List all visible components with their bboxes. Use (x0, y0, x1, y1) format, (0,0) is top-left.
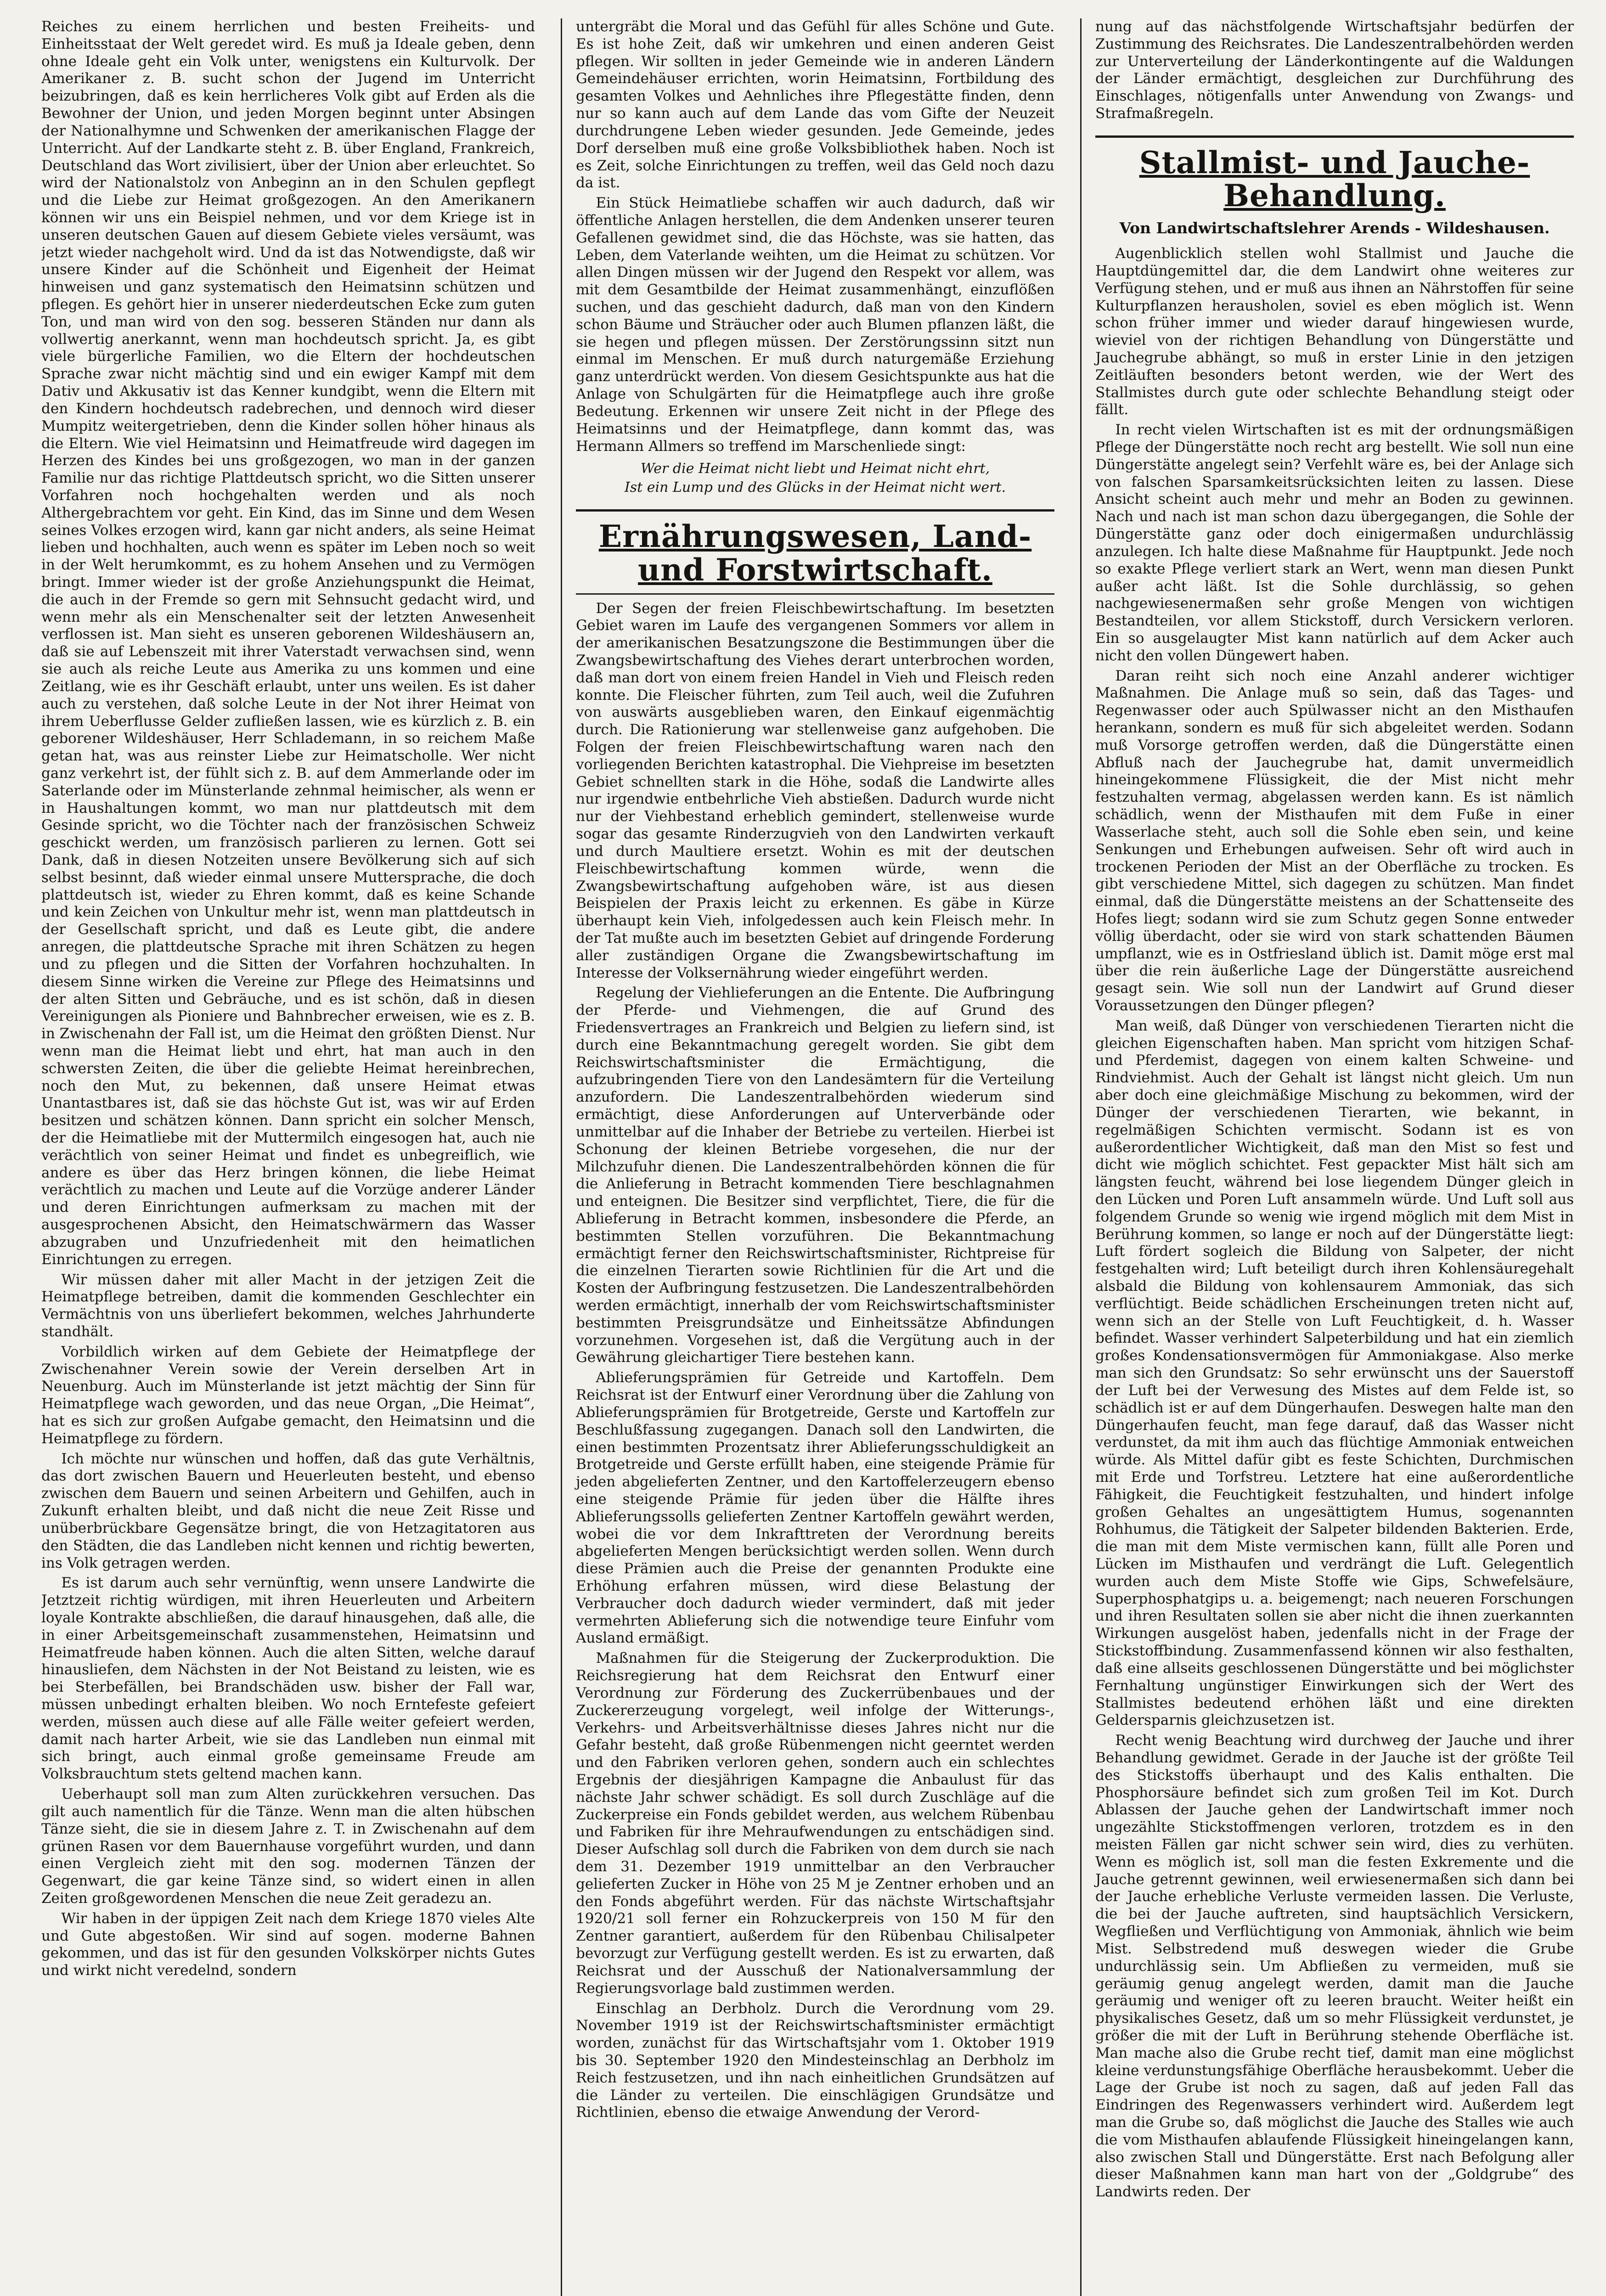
article-paragraph: Augenblicklich stellen wohl Stallmist und Jauche die Hauptdüngemittel dar, die dem Landwirt ohne weiteres zur Verfügung stehen, und er muß aus ihnen an Nährstoffen für seine Kulturpflanzen herausholen, soviel es eben möglich ist. Wenn schon früher immer und wieder darauf hingewiesen wurde, wieviel von der richtigen Behandlung von Düngerstätte und Jauchegrube abhängt, so muß in erster Linie in den jetzigen Zeitläuften besonders betont werden, wie der Wert des Stallmistes durch gute oder schlechte Behandlung steigt oder fällt. (1095, 245, 1574, 418)
column-2 (561, 18, 1054, 2296)
article-paragraph: Ueberhaupt soll man zum Alten zurückkehren versuchen. Das gilt auch namentlich für die Tänze. Wenn man die alten hübschen Tänze sieht, die sie in diesem Jahre z. T. in Zwischenahn auf dem grünen Rasen vor dem Bauernhause vorgeführt wurden, und dann einen Vergleich zieht mit den sog. modernen Tänzen der Gegenwart, die gar keine Tänze sind, so widert einen in allen Zeiten großgewordenen Menschen die neue Zeit geradezu an. (41, 1786, 535, 1907)
section-divider (576, 509, 1054, 512)
article-paragraph: Der Segen der freien Fleischbewirtschaftung. Im besetzten Gebiet waren im Laufe des vergangenen Sommers vor allem in der amerikanischen Besatzungszone die Bestimmungen über die Zwangsbewirtschaftung des Viehes derart unterbrochen worden, daß man dort von einem freien Handel in Vieh und Fleisch reden konnte. Die Fleischer führten, zum Teil auch, weil die Zufuhren von auswärts ausgeblieben waren, den Einkauf eigenmächtig durch. Die Rationierung war stellenweise ganz aufgehoben. Die Folgen der freien Fleischbewirtschaftung waren nach den vorliegenden Berichten katastrophal. Die Viehpreise im besetzten Gebiet schnellten stark in die Höhe, sodaß die Landwirte alles nur irgendwie entbehrliche Vieh abstießen. Dadurch wurde nicht nur der Viehbestand erheblich gemindert, stellenweise wurde sogar das gesamte Rinderzugvieh von den Landwirten verkauft und durch Maultiere ersetzt. Wohin es mit der deutschen Fleischbewirtschaftung kommen würde, wenn die Zwangsbewirtschaftung aufgehoben wäre, ist aus diesen Beispielen der Praxis leicht zu erkennen. Es gäbe in Kürze überhaupt kein Vieh, infolgedessen auch kein Fleisch mehr. In der Tat mußte auch im besetzten Gebiet auf dringende Forderung aller zuständigen Organe die Zwangsbewirtschaftung im Interesse der Volksernährung wieder eingeführt werden. (576, 600, 1054, 981)
article-paragraph: Einschlag an Derbholz. Durch die Verordnung vom 29. November 1919 ist der Reichswirtschaftsminister ermächtigt worden, zunächst für das Wirtschaftsjahr vom 1. Oktober 1919 bis 30. September 1920 den Mindesteinschlag an Derbholz im Reich festzusetzen, und ihn nach einheitlichen Grundsätzen auf die Länder zu verteilen. Die einschlägigen Grundsätze und Richtlinien, ebenso die etwaige Anwendung der Verord- (576, 2000, 1054, 2121)
headline-rule (576, 593, 1054, 595)
article-byline: Von Landwirtschaftslehrer Arends - Wildeshausen. (1119, 219, 1550, 237)
heimat-article-continued (576, 18, 1054, 455)
manure-article (1095, 245, 1574, 2201)
article-paragraph: Regelung der Viehlieferungen an die Entente. Die Aufbringung der Pferde- und Viehmengen, die auf Grund des Friedensvertrages an Frankreich und Belgien zu liefern sind, ist durch eine Bekanntmachung geregelt worden. Sie gibt dem Reichswirtschaftsminister die Ermächtigung, die aufzubringenden Tiere von den Landesämtern für die Verteilung anzufordern. Die Landeszentralbehörden wiederum sind ermächtigt, diese Anforderungen auf Unterverbände oder unmittelbar auf die Inhaber der Betriebe zu verteilen. Hierbei ist Schonung der kleinen Betriebe vorgesehen, die nur der Milchzufuhr dienen. Die Landeszentralbehörden können die für die Anlieferung in Betracht kommenden Tiere beschlagnahmen und enteignen. Die Besitzer sind verpflichtet, Tiere, die für die Ablieferung in Betracht kommen, insbesondere die Pferde, an bestimmten Stellen vorzuführen. Die Bekanntmachung ermächtigt ferner den Reichswirtschaftsminister, Richtpreise für die einzelnen Tierarten sowie Richtlinien für die Art und die Kosten der Aufbringung festzusetzen. Die Landeszentralbehörden werden ermächtigt, innerhalb der vom Reichswirtschaftsminister bestimmten Preisgrundsätze und Einheitssätze Abfindungen vorzunehmen. Vorgesehen ist, daß die Vergütung auch in der Gewährung gleichartiger Tiere bestehen kann. (576, 985, 1054, 1366)
section-divider (1095, 135, 1574, 138)
article-paragraph: Daran reiht sich noch eine Anzahl anderer wichtiger Maßnahmen. Die Anlage muß so sein, daß das Tages- und Regenwasser oder auch Spülwasser nicht an den Misthaufen herankann, sondern es muß für sich abgeleitet werden. Sodann muß Vorsorge getroffen werden, daß die Düngerstätte einen Abfluß nach der Jauchegrube hat, damit unvermeidlich hineingekommene Flüssigkeit, die der Mist nicht mehr festzuhalten vermag, abgelassen werden kann. Es ist nämlich schädlich, wenn der Misthaufen mit dem Fuße in einer Wasserlache steht, auch soll die Sohle eben sein, und keine Senkungen und Erhebungen aufweisen. Sehr oft wird auch in trockenen Perioden der Mist an der Oberfläche zu trocken. Es gibt verschiedene Mittel, sich dagegen zu schützen. Man findet einmal, daß die Düngerstätte meistens an der Schattenseite des Hofes liegt; sodann wird sie zum Schutz gegen Sonne entweder völlig überdacht, oder sie wird von stark schattenden Bäumen umpflanzt, wie es in Ostfriesland üblich ist. Damit möge erst mal über die rein äußerliche Lage der Düngerstätte ausreichend gesagt sein. Wie soll nun der Landwirt auf Grund dieser Voraussetzungen den Dünger pflegen? (1095, 667, 1574, 1014)
article-paragraph: Ein Stück Heimatliebe schaffen wir auch dadurch, daß wir öffentliche Anlagen herstellen, die dem Andenken unserer teuren Gefallenen gewidmet sind, die das Höchste, was sie hatten, das Leben, dem Vaterlande weihten, um die Heimat zu schützen. Vor allen Dingen müssen wir der Jugend den Respekt vor allem, was mit dem Gesamtbilde der Heimat zusammenhängt, einzuflößen suchen, und das geschieht dadurch, daß man von den Kindern schon Bäume und Sträucher oder auch Blumen pflanzen läßt, die sie hegen und pflegen müssen. Der Zerstörungssinn sitzt nun einmal im Menschen. Er muß durch naturgemäße Erziehung ganz unterdrückt werden. Von diesem Gesichtspunkte aus hat die Anlage von Schulgärten für die Heimatpflege auch ihre große Bedeutung. Erkennen wir unsere Zeit nicht in der Pflege des Heimatsinns und der Heimatpflege, dann kommt das, was Hermann Allmers so treffend im Marschenliede singt: (576, 195, 1054, 455)
article-paragraph: nung auf das nächstfolgende Wirtschaftsjahr bedürfen der Zustimmung des Reichsrates. Die Landeszentralbehörden werden zur Unterverteilung der Länderkontingente auf die Waldungen der Länder ermächtigt, desgleichen zur Durchführung des Einschlages, nötigenfalls unter Anwendung von Zwangs- und Strafmaßregeln. (1095, 18, 1574, 122)
article-paragraph: Vorbildlich wirken auf dem Gebiete der Heimatpflege der Zwischenahner Verein sowie der Verein derselben Art in Neuenburg. Auch im Münsterlande ist jetzt mächtig der Sinn für Heimatpflege wach geworden, und das neue Organ, „Die Heimat“, hat es sich zur großen Aufgabe gemacht, den Heimatsinn und die Heimatpflege zu fördern. (41, 1343, 535, 1447)
forestry-article-continued (1095, 18, 1574, 123)
article-paragraph: In recht vielen Wirtschaften ist es mit der ordnungsmäßigen Pflege der Düngerstätte noch recht arg bestellt. Wie soll nun eine Düngerstätte angelegt sein? Verfehlt wäre es, bei der Anlage sich von falschen Sparsamkeitsrücksichten leiten zu lassen. Diese Ansicht scheint auch mehr und mehr an Boden zu gewinnen. Nach und nach ist man schon dazu übergegangen, die Sohle der Düngerstätte ganz oder doch einigermaßen undurchlässig anzulegen. Ich halte diese Maßnahme für Hauptpunkt. Jede noch so exakte Pflege verliert stark an Wert, wenn man diesen Punkt außer acht läßt. Ist die Sohle durchlässig, so gehen nachgewiesenermaßen sehr große Mengen von wichtigen Bestandteilen, vor allem Stickstoff, durch Versickern verloren. Ein so ausgelaugter Mist kann natürlich auf dem Acker auch nicht den vollen Düngewert haben. (1095, 422, 1574, 664)
poem-line: Wer die Heimat nicht liebt und Heimat nicht ehrt, (640, 461, 990, 477)
article-paragraph: Ablieferungsprämien für Getreide und Kartoffeln. Dem Reichsrat ist der Entwurf einer Verordnung über die Zahlung von Ablieferungsprämien für Brotgetreide, Gerste und Kartoffeln zur Beschlußfassung zugegangen. Danach soll den Landwirten, die einen bestimmten Prozentsatz ihrer Ablieferungsschuldigkeit an Brotgetreide und Gerste erfüllt haben, eine steigende Prämie für jeden abgelieferten Zentner, und den Kartoffelerzeugern ebenso eine steigende Prämie für jeden über die Hälfte ihres Ablieferungssolls gelieferten Zentner Kartoffeln gewährt werden, wobei die vor dem Inkrafttreten der Verordnung bereits abgelieferten Mengen berücksichtigt werden sollen. Wenn durch diese Prämien auch die Preise der genannten Produkte eine Erhöhung erfahren müssen, wird diese Belastung der Verbraucher doch dadurch wieder vermindert, daß mit jeder vermehrten Ablieferung sich die notwendige teure Einfuhr vom Ausland ermäßigt. (576, 1369, 1054, 1647)
article-headline: Stallmist- und Jauche-Behandlung. (1139, 144, 1530, 214)
poem-quote (576, 460, 1054, 496)
column-1 (41, 18, 535, 2296)
columns (41, 18, 1574, 2296)
article-paragraph: Wir müssen daher mit aller Macht in der jetzigen Zeit die Heimatpflege betreiben, damit die kommenden Geschlechter ein Vermächtnis von uns überliefert bekommen, welches Jahrhunderte standhält. (41, 1271, 535, 1340)
poem-line: Ist ein Lump und des Glücks in der Heimat nicht wert. (624, 479, 1006, 496)
article-paragraph: Reiches zu einem herrlichen und besten Freiheits- und Einheitsstaat der Welt geredet wird. Es muß ja Ideale geben, denn ohne Ideale geht ein Volk unter, wenigstens ein Kulturvolk. Der Amerikaner z. B. sucht schon der Jugend im Unterricht beizubringen, daß es kein herrlicheres Volk gibt auf Erden als die Bewohner der Union, und jeden Morgen beginnt unter Absingen der Nationalhymne und Schwenken der amerikanischen Flagge der Unterricht. Auf der Landkarte steht z. B. über England, Frankreich, Deutschland das Wort zivilisiert, über der Union aber erleuchtet. So wird der Nationalstolz von Anbeginn an in den Schulen gepflegt und die Liebe zur Heimat großgezogen. An den Amerikanern können wir uns ein Beispiel nehmen, und vor dem Kriege ist in unseren deutschen Gauen auf diesem Gebiete vieles versäumt, was jetzt wieder nachgeholt wird. Und da ist das Notwendigste, daß wir unsere Kinder auf die Schönheit und Eigenheit der Heimat hinweisen und ganz systematisch den Heimatsinn schützen und pflegen. Es gehört hier in unserer niederdeutschen Ecke zum guten Ton, und man wird von den sog. besseren Ständen nur dann als vollwertig anerkannt, wenn man hochdeutsch spricht. Ja, es gibt viele bürgerliche Familien, wo die Eltern der hochdeutschen Sprache zwar nicht mächtig sind und ein ewiger Kampf mit dem Dativ und Akkusativ ist das Kenner kundgibt, wenn die Eltern mit den Kindern hochdeutsch radebrechen, und dennoch wird dieser Mumpitz weitergetrieben, denn die Kinder sollen höher hinaus als die Eltern. Wie viel Heimatsinn und Heimatfreude wird dagegen im Herzen des Kindes bei uns großgezogen, wo man in der ganzen Familie nur das richtige Plattdeutsch spricht, wo die Sitten unserer Vorfahren noch hochgehalten werden und als noch Althergebrachtem vor geht. Ein Kind, das im Sinne und dem Wesen seines Volkes erzogen wird, kann gar nicht anders, als seine Heimat lieben und hochhalten, auch wenn es später im Leben noch so weit in der Welt herumkommt, es zu hohem Ansehen und zu Vermögen bringt. Immer wieder ist der große Anziehungspunkt die Heimat, die auch in der Fremde so gern mit Sehnsucht gedacht wird, und wenn mehr als ein Menschenalter seit der letzten Anwesenheit verflossen ist. Man sieht es unseren geborenen Wildeshäusern an, daß sie auf Lebenszeit mit ihrer Vaterstadt verwachsen sind, wenn sie auch als reiche Leute aus Amerika zu uns kommen und eine Zeitlang, wie es ihr Geschäft erlaubt, unter uns weilen. Es ist daher auch zu verstehen, daß solche Leute in der Not ihrer Heimat von ihrem Ueberflusse Gelder zufließen lassen, wie es kürzlich z. B. ein geborener Wildeshäuser, Herr Schlademann, in so reichem Maße getan hat, was aus reinster Liebe zur Heimatscholle. Wer nicht ganz verkehrt ist, der fühlt sich z. B. auf dem Ammerlande oder im Saterlande oder im Münsterlande zehnmal heimischer, als wenn er in Haushaltungen kommt, wo man nur plattdeutsch mit dem Gesinde spricht, wo die Töchter nach der französischen Schweiz geschickt werden, um französisch parlieren zu lernen. Gott sei Dank, daß in diesen Notzeiten unsere Bevölkerung sich auf sich selbst besinnt, daß wieder einmal unsere Muttersprache, die doch plattdeutsch ist, wieder zu Ehren kommt, daß es keine Schande und kein Zeichen von Unkultur mehr ist, wenn man plattdeutsch in der Gesellschaft spricht, und daß es Leute gibt, die andere anregen, die plattdeutsche Sprache mit ihren Schätzen zu hegen und zu pflegen und die Sitten der Vorfahren hochzuhalten. In diesem Sinne wirken die Vereine zur Pflege des Heimatsinns und der alten Sitten und Gebräuche, und es ist schön, daß in diesen Vereinigungen als Pioniere und Bahnbrecher erweisen, wie es z. B. in Zwischenahn der Fall ist, um die Heimat den größten Dienst. Nur wenn man die Heimat liebt und ehrt, hat man auch in den schwersten Zeiten, die über die geliebte Heimat hereinbrechen, noch den Mut, zu bekennen, daß unsere Heimat etwas Unantastbares ist, daß sie das höchste Gut ist, was wir auf Erden besitzen und schätzen können. Dann spricht ein solcher Mensch, der die Heimatliebe mit der Muttermilch eingesogen hat, auch nie verächtlich von seiner Heimat und findet es unbegreiflich, wie andere es über das Herz bringen können, die liebe Heimat verächtlich zu machen und Leute auf die Vorzüge anderer Länder und deren Einrichtungen aufmerksam zu machen mit der ausgesprochenen Absicht, den Heimatschwärmern das Wasser abzugraben und Unzufriedenheit mit den heimatlichen Einrichtungen zu erregen. (41, 18, 535, 1268)
article-paragraph: Man weiß, daß Dünger von verschiedenen Tierarten nicht die gleichen Eigenschaften haben. Man spricht vom hitzigen Schaf- und Pferdemist, dagegen von einem kalten Schweine- und Rindviehmist. Auch der Gehalt ist längst nicht gleich. Um nun aber doch eine gleichmäßige Mischung zu bekommen, wird der Dünger der verschiedenen Tierarten, wie bekannt, in regelmäßigen Schichten vermischt. Sodann ist es von außerordentlicher Wichtigkeit, daß man den Mist so fest und dicht wie möglich schichtet. Fest gepackter Mist hält sich am längsten feucht, während bei lose liegendem Dünger gleich in den Lücken und Poren Luft ansammeln würde. Und Luft soll aus folgendem Grunde so wenig wie irgend möglich mit dem Mist in Berührung kommen, so lange er noch auf der Düngerstätte liegt: Luft fördert sogleich die Bildung von Salpeter, der nicht festgehalten wird; Luft beteiligt durch ihren Kohlensäuregehalt alsbald die Bildung von kohlensaurem Ammoniak, das sich verflüchtigt. Beide schädlichen Erscheinungen treten nicht auf, wenn sich an der Stelle von Luft Feuchtigkeit, d. h. Wasser befindet. Wasser verhindert Salpeterbildung und hat ein ziemlich großes Kondensationsvermögen für Ammoniakgase. Also merke man sich den Grundsatz: So sehr erwünscht uns der Sauerstoff der Luft bei der Verwesung des Mistes auf dem Felde ist, so schädlich ist er auf dem Düngerhaufen. Deswegen halte man den Düngerhaufen feucht, man fege darauf, daß das Wasser nicht verdunstet, da mit ihm auch das flüchtige Ammoniak entweichen würde. Als Mittel dafür gibt es feste Schichten, Durchmischen mit Erde und Torfstreu. Letztere hat eine außerordentliche Fähigkeit, die Feuchtigkeit festzuhalten, und hindert infolge großen Gehaltes an ungesättigtem Humus, sogenannten Rohhumus, die Tätigkeit der Salpeter bildenden Bakterien. Erde, die man mit dem Miste vermischen kann, füllt alle Poren und Lücken im Misthaufen und verdrängt die Luft. Gelegentlich wurden auch dem Miste Stoffe wie Gips, Schwefelsäure, Superphosphatgips u. a. beigemengt; nach neueren Forschungen und ihren Resultaten sollen sie aber nicht die ihnen zuerkannten Wirkungen ausgelöst haben, jedenfalls nicht in der Frage der Stickstoffbindung. Zusammenfassend können wir also festhalten, daß eine allseits geschlossenen Düngerstätte und bei möglichster Fernhaltung ungünstiger Einwirkungen sich der Wert des Stallmistes bedeutend erhöhen läßt und eine direkten Geldersparnis gleichzusetzen ist. (1095, 1017, 1574, 1729)
article-paragraph: Es ist darum auch sehr vernünftig, wenn unsere Landwirte die Jetztzeit richtig würdigen, mit ihren Heuerleuten und Arbeitern loyale Kontrakte abschließen, die darauf hinausgehen, daß alle, die in einer Arbeitsgemeinschaft zusammenstehen, Heimatsinn und Heimatfreude haben können. Auch die alten Sitten, welche darauf hinausliefen, dem Nächsten in der Not Beistand zu leisten, wie es bei Sterbefällen, bei Brandschäden usw. bisher der Fall war, müssen unbedingt erhalten bleiben. Wo noch Erntefeste gefeiert werden, müssen auch diese auf alle Fälle weiter gefeiert werden, damit nach harter Arbeit, wie sie das Landleben nun einmal mit sich bringt, auch einmal große gemeinsame Freude am Volksbrauchtum stets geltend machen kann. (41, 1575, 535, 1783)
column-3 (1080, 18, 1574, 2296)
section-headline: Ernährungswesen, Land- und Forstwirtschaft. (598, 518, 1032, 588)
article-paragraph: Maßnahmen für die Steigerung der Zuckerproduktion. Die Reichsregierung hat dem Reichsrat den Entwurf einer Verordnung zur Förderung des Zuckerrübenbaues und der Zuckererzeugung vorgelegt, weil infolge der Witterungs-, Verkehrs- und Arbeitsverhältnisse dieses Jahres nicht nur die Gefahr besteht, daß große Rübenmengen nicht geerntet werden und den Fabriken verloren gehen, sondern auch ein schlechtes Ergebnis der diesjährigen Kampagne die Anbaulust für das nächste Jahr schwer schädigt. Es soll durch Zuschläge auf die Zuckerpreise ein Fonds gebildet werden, aus welchem Rübenbau und Fabriken für ihre Mehraufwendungen zu entschädigen sind. Dieser Aufschlag soll durch die Fabriken von dem durch sie nach dem 31. Dezember 1919 unmittelbar an den Verbraucher gelieferten Zucker in Höhe von 25 M je Zentner erhoben und an den Fonds abgeführt werden. Für das nächste Wirtschaftsjahr 1920/21 soll ferner ein Rohzuckerpreis von 150 M für den Zentner garantiert, außerdem für den Rübenbau Chilisalpeter bevorzugt zur Verfügung gestellt werden. Es ist zu erwarten, daß Reichsrat und der Ausschuß der Nationalversammlung der Regierungsvorlage bald zustimmen werden. (576, 1650, 1054, 1997)
article-paragraph: Ich möchte nur wünschen und hoffen, daß das gute Verhältnis, das dort zwischen Bauern und Heuerleuten besteht, und ebenso zwischen dem Bauern und seinen Arbeitern und Gehilfen, auch in Zukunft erhalten bleibt, und daß nicht die neue Zeit Risse und unüberbrückbare Gegensätze bringt, die von Hetzagitatoren aus den Städten, die das Landleben nicht kennen und richtig bewerten, ins Volk getragen werden. (41, 1450, 535, 1571)
article-paragraph: Wir haben in der üppigen Zeit nach dem Kriege 1870 vieles Alte und Gute abgestoßen. Wir sind auf sogen. moderne Bahnen gekommen, und das ist für den gesunden Volkskörper nichts Gutes und wirkt nicht veredelnd, sondern (41, 1910, 535, 1979)
agriculture-news (576, 600, 1054, 2122)
article-paragraph: Recht wenig Beachtung wird durchweg der Jauche und ihrer Behandlung gewidmet. Gerade in der Jauche ist der größte Teil des Stickstoffs überhaupt und des Kalis enthalten. Die Phosphorsäure befindet sich zum großen Teil im Kot. Durch Ablassen der Jauche gehen der Landwirtschaft immer noch ungezählte Stickstoffmengen verloren, trotzdem es in den meisten Fällen gar nicht schwer sein wird, dies zu verhüten. Wenn es möglich ist, soll man die festen Exkremente und die Jauche getrennt gewinnen, weil erwiesenermaßen sich dann bei der Jauche erhebliche Verluste vermeiden lassen. Die Verluste, die bei der Jauche auftreten, sind hauptsächlich Versickern, Wegfließen und Verflüchtigung von Ammoniak, ähnlich wie beim Mist. Selbstredend muß deswegen wieder die Grube undurchlässig sein. Um Abfließen zu vermeiden, muß sie geräumig genug angelegt werden, damit man die Jauche geräumig und weniger oft zu leeren braucht. Weiter heißt ein physikalisches Gesetz, daß um so mehr Flüssigkeit verdunstet, je größer die mit der Luft in Berührung stehende Oberfläche ist. Man mache also die Grube recht tief, damit man eine möglichst kleine verdunstungsfähige Oberfläche herausbekommt. Ueber die Lage der Grube ist noch zu sagen, daß auf jeden Fall das Eindringen des Regenwassers verhindert wird. Außerdem legt man die Grube so, daß möglichst die Jauche des Stalles wie auch die vom Misthaufen ablaufende Flüssigkeit hineingelangen kann, also zwischen Stall und Düngerstätte. Erst nach Befolgung aller dieser Maßnahmen kann man hart von der „Goldgrube“ des Landwirts reden. Der (1095, 1732, 1574, 2200)
article-paragraph: untergräbt die Moral und das Gefühl für alles Schöne und Gute. Es ist hohe Zeit, daß wir umkehren und einen anderen Geist pflegen. Wir sollten in jeder Gemeinde wie in anderen Ländern Gemeindehäuser errichten, worin Heimatsinn, Fortbildung des gesamten Volkes und Aehnliches ihre Pflegestätte finden, denn nur so kann auch auf dem Lande das vom Gifte der Neuzeit durchdrungene Leben wieder gesunden. Jede Gemeinde, jedes Dorf derselben muß eine große Volksbibliothek haben. Noch ist es Zeit, solche Einrichtungen zu treffen, weil das Geld noch dazu da ist. (576, 18, 1054, 191)
